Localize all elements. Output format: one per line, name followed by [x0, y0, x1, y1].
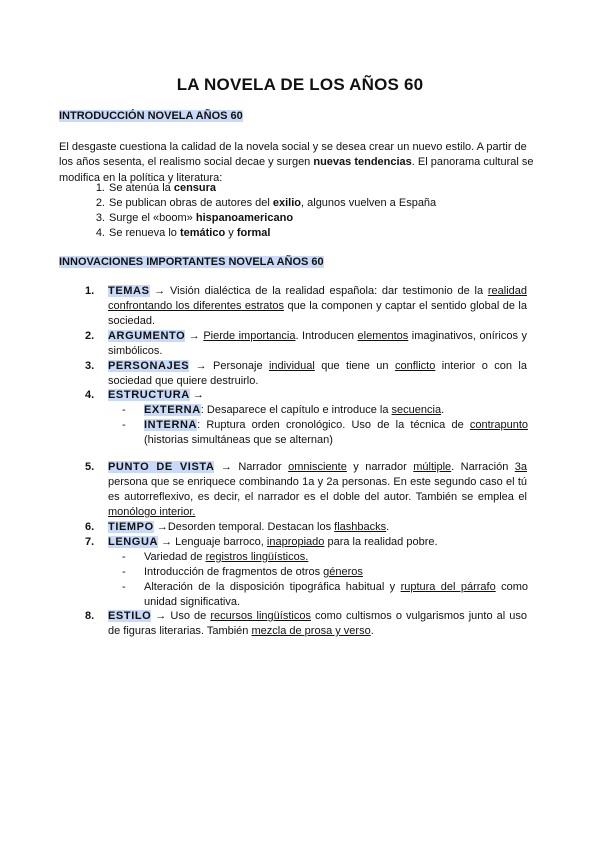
sub-item-tipografia [108, 580, 528, 610]
innovation-item-estructura [85, 388, 527, 403]
item-text: imaginativos, oníricos y simbólicos. [108, 330, 527, 357]
sub-item-generos [108, 565, 528, 580]
sub-underlined: ruptura del párrafo [400, 581, 496, 593]
intro-list-item [59, 226, 539, 241]
sub-text: : Desaparece el capítulo e introduce la [200, 404, 392, 416]
list-number: 1. [95, 182, 105, 194]
item-text: . Narración [451, 461, 515, 473]
innovation-item-lengua [85, 535, 527, 550]
innovation-item-argumento [85, 329, 527, 359]
item-text: . [370, 625, 374, 637]
list-text-part: Se publican obras de autores del [109, 197, 273, 209]
intro-paragraph [59, 140, 537, 186]
intro-list-item [59, 211, 539, 226]
list-text-bold: censura [173, 182, 217, 194]
arrow: → [189, 389, 204, 401]
item-underlined: múltiple [413, 461, 452, 473]
arrow: → [189, 360, 214, 372]
sub-keyword: INTERNA [144, 419, 198, 431]
item-text: . Introducen [295, 330, 358, 342]
item-text: como cultismos o vulgarismos junto al uso de figuras literarias. También [108, 610, 527, 637]
innovations-heading-text: INNOVACIONES IMPORTANTES NOVELA AÑOS 60 [59, 256, 324, 268]
list-text [109, 181, 216, 196]
item-number: 6. [85, 521, 95, 533]
intro-list [59, 181, 539, 241]
list-text [109, 211, 293, 226]
item-text: para la realidad pobre. [324, 536, 438, 548]
item-text: interior o con la sociedad que quiere destruirlo. [108, 360, 527, 387]
innovation-item-punto-de-vista [85, 460, 527, 520]
sub-text: Variedad de [144, 551, 206, 563]
intro-list-item [59, 196, 539, 211]
arrow: → [153, 521, 168, 533]
item-text: Desorden temporal. Destacan los [167, 521, 335, 533]
item-keyword: ARGUMENTO [108, 330, 186, 342]
item-keyword: LENGUA [108, 536, 159, 548]
sub-text: (historias simultáneas que se alternan) [144, 434, 333, 446]
arrow: → [158, 536, 176, 548]
item-keyword: TIEMPO [108, 521, 154, 533]
list-text [109, 196, 436, 211]
item-number: 4. [85, 389, 95, 401]
item-number: 1. [85, 285, 95, 297]
item-keyword: PUNTO DE VISTA [108, 461, 215, 473]
sub-underlined: registros lingüísticos. [205, 551, 309, 563]
list-text-bold: temático [179, 227, 226, 239]
intro-list-item [59, 181, 539, 196]
list-text-part: Se atenúa la [109, 182, 174, 194]
list-text-bold: formal [236, 227, 271, 239]
intro-text-c: . El panorama cultural se modifica en la política y literatura: [59, 156, 534, 184]
list-text-part: y [225, 227, 237, 239]
list-text-bold: hispanoamericano [195, 212, 294, 224]
item-keyword: PERSONAJES [108, 360, 190, 372]
item-underlined: individual [268, 360, 315, 372]
sub-text: Alteración de la disposición tipográfica habitual y [144, 581, 401, 593]
item-underlined: mezcla de prosa y verso [251, 625, 371, 637]
sub-item-externa [108, 403, 528, 418]
item-text: persona que se enriquece combinando 1a y 2a personas. En este segundo caso el tú es autorreflexivo, es decir, el narrador es el doble del autor. También se emplea el [108, 476, 527, 503]
item-underlined: elementos [357, 330, 409, 342]
item-keyword: TEMAS [108, 285, 150, 297]
sub-text: . [441, 404, 445, 416]
list-text-part: Se renueva lo [109, 227, 180, 239]
item-number: 7. [85, 536, 95, 548]
sub-underlined: géneros [323, 566, 363, 578]
item-underlined: conflicto [394, 360, 436, 372]
intro-text-a: El desgaste cuestiona la calidad de la novela social y se desea crear un nuevo estilo. A partir de los años sesenta, el realismo social decae y surgen [59, 141, 527, 169]
sub-text: como unidad significativa. [144, 581, 528, 608]
item-keyword: ESTILO [108, 610, 152, 622]
item-text: Visión dialéctica de la realidad española: dar testimonio de la [170, 285, 488, 297]
item-number: 2. [85, 330, 95, 342]
list-text-bold: exilio [272, 197, 302, 209]
item-number: 3. [85, 360, 95, 372]
item-text: . [386, 521, 390, 533]
arrow: → [214, 461, 239, 473]
item-number: 5. [85, 461, 95, 473]
item-underlined: Pierde importancia [203, 330, 296, 342]
list-text-part: , algunos vuelven a España [301, 197, 437, 209]
item-underlined: inapropiado [266, 536, 325, 548]
item-underlined: 3a [514, 461, 528, 473]
item-text: que tiene un [314, 360, 395, 372]
sub-item-interna [108, 418, 528, 448]
page-title: LA NOVELA DE LOS AÑOS 60 [176, 75, 424, 94]
list-number: 4. [95, 227, 105, 239]
intro-heading [59, 110, 243, 122]
item-text: Narrador [238, 461, 289, 473]
item-text: Personaje [213, 360, 269, 372]
list-text [109, 226, 270, 241]
sub-underlined: secuencia [391, 404, 442, 416]
item-text: que la componen y captar el sentido global de la sociedad. [108, 300, 527, 327]
item-underlined: recursos lingüísticos [210, 610, 311, 622]
dash: - [122, 581, 126, 593]
arrow: → [149, 285, 171, 297]
sub-keyword: EXTERNA [144, 404, 201, 416]
item-text: y narrador [346, 461, 414, 473]
arrow: → [151, 610, 171, 622]
item-keyword: ESTRUCTURA [108, 389, 190, 401]
list-number: 3. [95, 212, 105, 224]
intro-heading-text: INTRODUCCIÓN NOVELA AÑOS 60 [59, 110, 243, 122]
dash: - [122, 551, 126, 563]
dash: - [122, 419, 126, 431]
item-underlined: flashbacks [334, 521, 387, 533]
item-number: 8. [85, 610, 95, 622]
innovation-item-temas [85, 284, 527, 329]
arrow: → [185, 330, 204, 342]
sub-text: Introducción de fragmentos de otros [144, 566, 324, 578]
item-text: Lenguaje barroco, [175, 536, 267, 548]
sub-underlined: contrapunto [469, 419, 528, 431]
innovation-item-personajes [85, 359, 527, 389]
item-underlined: omnisciente [288, 461, 347, 473]
list-text-part: Surge el «boom» [109, 212, 196, 224]
sub-text: : Ruptura orden cronológico. Uso de la técnica de [197, 419, 470, 431]
innovations-heading [59, 256, 324, 268]
innovation-item-tiempo [85, 520, 527, 535]
dash: - [122, 404, 126, 416]
item-text: Uso de [170, 610, 211, 622]
list-number: 2. [95, 197, 105, 209]
dash: - [122, 566, 126, 578]
intro-text-bold: nuevas tendencias [313, 156, 412, 169]
innovation-item-estilo [85, 609, 527, 639]
item-underlined: monólogo interior. [108, 506, 196, 518]
item-underlined: realidad confrontando los diferentes estratos [108, 285, 527, 312]
sub-item-registros [108, 550, 528, 565]
